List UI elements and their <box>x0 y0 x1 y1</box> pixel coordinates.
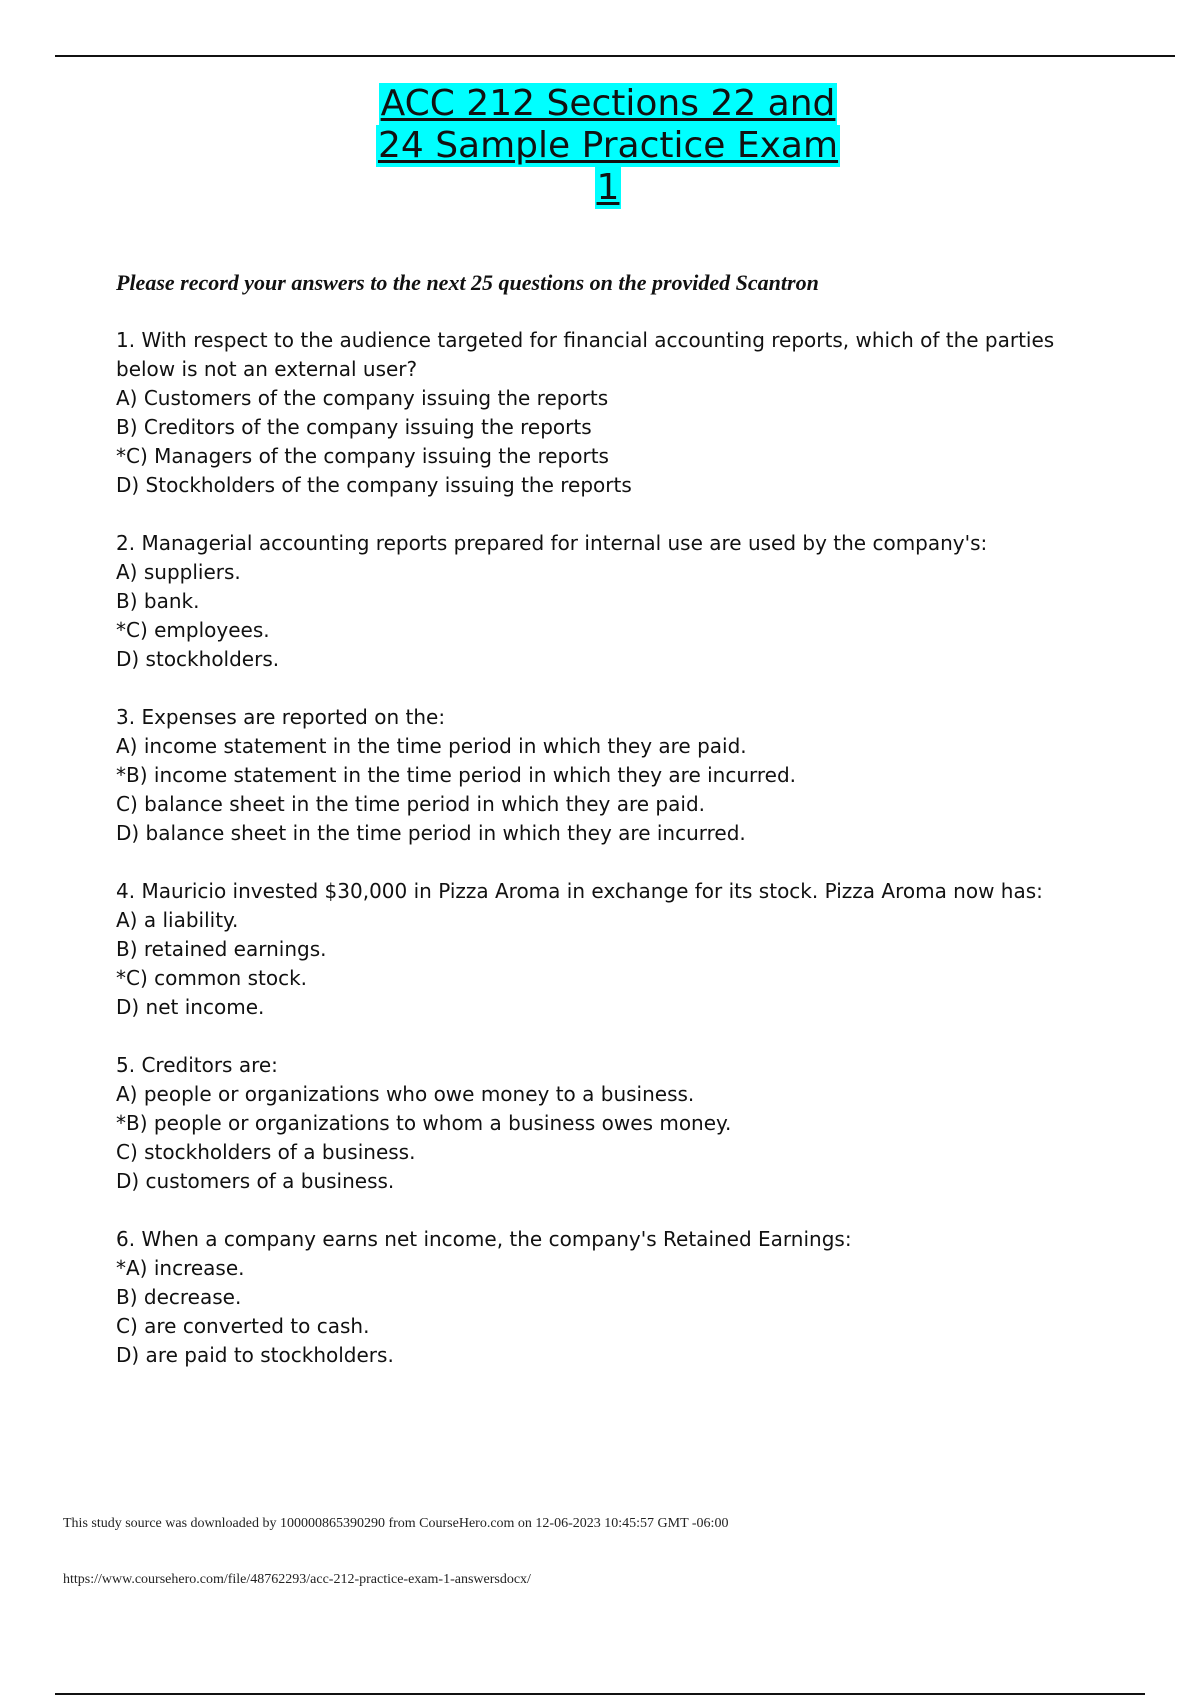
answer-option-correct: *C) employees. <box>116 618 270 642</box>
title-line-1: ACC 212 Sections 22 and <box>380 83 836 124</box>
answer-option: A) income statement in the time period in which they are paid. <box>116 734 747 758</box>
title-line-3: 1 <box>596 167 620 208</box>
exam-title <box>0 83 1200 209</box>
question-5 <box>116 1051 1066 1196</box>
bottom-divider <box>55 1693 1145 1695</box>
question-2 <box>116 529 1066 674</box>
question-text: 3. Expenses are reported on the: <box>116 705 446 729</box>
answer-option: B) Creditors of the company issuing the reports <box>116 415 592 439</box>
answer-option-correct: *C) common stock. <box>116 966 308 990</box>
title-line-2: 24 Sample Practice Exam <box>377 125 839 166</box>
download-source-note: This study source was downloaded by 100000865390290 from CourseHero.com on 12-06-2023 10:45:57 GMT -06:00 <box>63 1516 729 1531</box>
question-6 <box>116 1225 1066 1370</box>
answer-option: B) decrease. <box>116 1285 242 1309</box>
source-url: https://www.coursehero.com/file/48762293/acc-212-practice-exam-1-answersdocx/ <box>63 1572 531 1587</box>
answer-option: D) balance sheet in the time period in which they are incurred. <box>116 821 746 845</box>
question-text: 5. Creditors are: <box>116 1053 278 1077</box>
answer-option: C) stockholders of a business. <box>116 1140 416 1164</box>
answer-option: A) Customers of the company issuing the reports <box>116 386 609 410</box>
question-text: 4. Mauricio invested $30,000 in Pizza Aroma in exchange for its stock. Pizza Aroma now has: <box>116 879 1043 903</box>
answer-option: B) bank. <box>116 589 200 613</box>
question-3 <box>116 703 1066 848</box>
answer-option: D) stockholders. <box>116 647 280 671</box>
answer-option-correct: *C) Managers of the company issuing the reports <box>116 444 609 468</box>
answer-option-correct: *A) increase. <box>116 1256 245 1280</box>
answer-option: D) are paid to stockholders. <box>116 1343 394 1367</box>
answer-option: B) retained earnings. <box>116 937 327 961</box>
answer-option: C) balance sheet in the time period in which they are paid. <box>116 792 705 816</box>
question-text: 1. With respect to the audience targeted for financial accounting reports, which of the parties below is not an external user? <box>116 328 1055 381</box>
answer-option: D) customers of a business. <box>116 1169 395 1193</box>
answer-option-correct: *B) income statement in the time period in which they are incurred. <box>116 763 797 787</box>
instructions: Please record your answers to the next 25 questions on the provided Scantron <box>116 270 819 295</box>
question-text: 2. Managerial accounting reports prepared for internal use are used by the company's: <box>116 531 988 555</box>
answer-option: D) net income. <box>116 995 265 1019</box>
answer-option: C) are converted to cash. <box>116 1314 370 1338</box>
answer-option-correct: *B) people or organizations to whom a business owes money. <box>116 1111 732 1135</box>
question-1 <box>116 326 1066 500</box>
answer-option: A) suppliers. <box>116 560 241 584</box>
top-divider <box>55 55 1175 57</box>
answer-option: D) Stockholders of the company issuing the reports <box>116 473 632 497</box>
question-list <box>116 326 1066 1370</box>
question-text: 6. When a company earns net income, the company's Retained Earnings: <box>116 1227 852 1251</box>
answer-option: A) people or organizations who owe money to a business. <box>116 1082 695 1106</box>
answer-option: A) a liability. <box>116 908 239 932</box>
question-4 <box>116 877 1066 1022</box>
